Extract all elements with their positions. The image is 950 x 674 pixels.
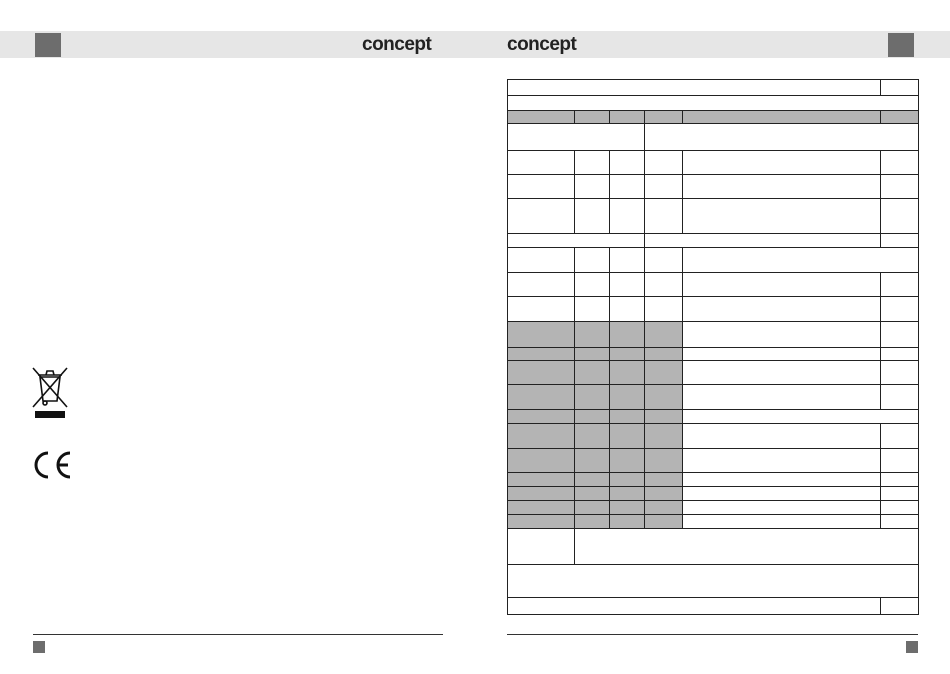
table-cell [610,322,645,348]
table-cell [683,322,881,348]
table-cell [508,80,881,96]
table-cell [683,473,881,487]
table-cell [508,151,575,175]
table-cell [610,449,645,473]
table-cell [645,273,683,297]
table-cell [881,449,918,473]
table-cell [683,175,881,199]
footer-rule-left [33,634,443,635]
ce-mark-icon [30,450,74,480]
table-cell [610,151,645,175]
table-cell [508,598,881,614]
table-cell [575,361,610,385]
table-cell [683,361,881,385]
footer-rule-right [507,634,918,635]
table-cell [508,175,575,199]
table-cell [508,111,575,124]
table-cell [508,565,918,598]
table-cell [645,501,683,515]
table-cell [683,385,881,410]
table-cell [575,199,610,234]
table-cell [508,234,645,248]
table-cell [881,385,918,410]
table-cell [645,424,683,449]
table-cell [508,124,645,151]
table-cell [645,151,683,175]
table-cell [508,473,575,487]
table-cell [683,487,881,501]
table-cell [881,348,918,361]
table-cell [508,322,575,348]
table-cell [610,361,645,385]
table-cell [881,515,918,529]
table-cell [508,348,575,361]
table-cell [575,348,610,361]
specification-table [507,79,919,615]
table-cell [610,515,645,529]
table-cell [575,487,610,501]
table-cell [683,410,918,424]
header-marker-right [888,33,914,57]
table-cell [508,449,575,473]
table-cell [881,424,918,449]
table-cell [881,598,918,614]
table-cell [610,248,645,273]
table-cell [508,410,575,424]
table-cell [575,248,610,273]
table-cell [645,234,881,248]
table-cell [881,322,918,348]
footer-marker-right [906,641,918,653]
table-cell [575,529,918,565]
table-cell [610,473,645,487]
table-cell [610,175,645,199]
table-cell [645,322,683,348]
brand-logo-left: concept [362,34,432,55]
table-cell [881,473,918,487]
table-cell [645,515,683,529]
table-cell [683,424,881,449]
table-cell [575,151,610,175]
footer-marker-left [33,641,45,653]
table-cell [645,199,683,234]
table-cell [575,297,610,322]
table-cell [683,501,881,515]
table-cell [683,111,881,124]
table-cell [575,273,610,297]
table-cell [508,487,575,501]
table-cell [575,515,610,529]
table-cell [881,487,918,501]
table-cell [508,501,575,515]
table-cell [508,424,575,449]
table-cell [683,297,881,322]
table-cell [508,96,918,111]
table-cell [575,111,610,124]
table-cell [508,297,575,322]
table-cell [508,385,575,410]
table-cell [610,487,645,501]
table-cell [645,385,683,410]
table-cell [645,175,683,199]
table-cell [645,111,683,124]
table-cell [645,410,683,424]
brand-logo-right: concept [507,34,577,55]
table-cell [683,348,881,361]
table-cell [683,199,881,234]
table-cell [881,199,918,234]
table-cell [881,361,918,385]
table-cell [508,248,575,273]
table-cell [508,529,575,565]
table-cell [575,175,610,199]
table-cell [508,199,575,234]
table-cell [610,385,645,410]
table-cell [881,501,918,515]
table-cell [881,234,918,248]
table-cell [683,273,881,297]
table-cell [610,348,645,361]
table-cell [508,273,575,297]
table-cell [645,361,683,385]
table-cell [575,385,610,410]
table-cell [610,410,645,424]
table-cell [881,175,918,199]
table-cell [575,322,610,348]
table-cell [575,501,610,515]
table-cell [610,199,645,234]
table-cell [645,124,918,151]
table-cell [683,449,881,473]
table-cell [645,449,683,473]
table-cell [610,297,645,322]
table-cell [645,297,683,322]
table-cell [508,361,575,385]
table-cell [575,449,610,473]
table-cell [645,473,683,487]
table-cell [575,473,610,487]
table-cell [645,348,683,361]
table-cell [683,515,881,529]
table-cell [575,410,610,424]
table-cell [610,273,645,297]
table-cell [881,80,918,96]
table-cell [610,501,645,515]
table-cell [610,111,645,124]
table-cell [881,151,918,175]
table-cell [881,111,918,124]
header-marker-left [35,33,61,57]
table-cell [683,151,881,175]
table-cell [645,248,683,273]
table-cell [508,515,575,529]
table-cell [881,273,918,297]
table-cell [683,248,918,273]
weee-bin-icon [30,365,70,420]
table-cell [575,424,610,449]
table-cell [645,487,683,501]
table-cell [610,424,645,449]
table-cell [881,297,918,322]
